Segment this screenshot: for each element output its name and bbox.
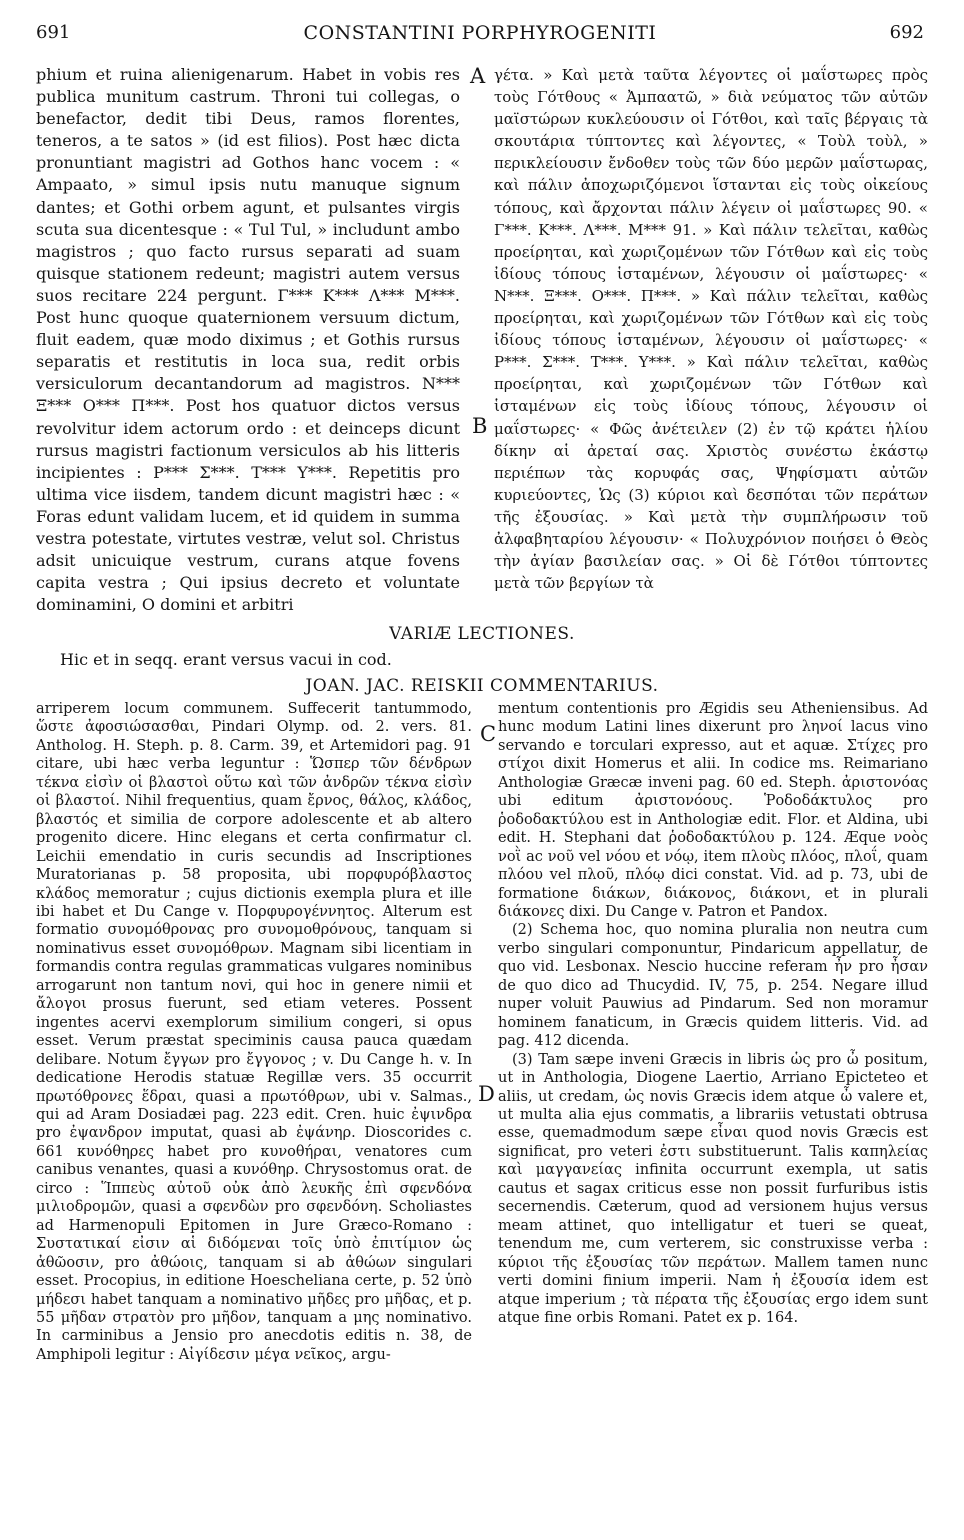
variae-lectiones-heading: VARIÆ LECTIONES. bbox=[389, 624, 575, 644]
margin-letter-c: C bbox=[480, 722, 497, 746]
page-number-left: 691 bbox=[36, 22, 71, 43]
commentary-right-text-2: (2) Schema hoc, quo nomina pluralia non neutra cum verbo singulari componuntur, Pindaricum appellatur, de quo vid. Lesbonax. Nescio huccine referam ἦν pro ἦσαν de quo dico ad Thucydid. IV, 75, p. 254. Negare illud nuper voluit Pauwius ad Pindarum. Sed non moramur hominem fanaticum, in Græcis quidem litteris. Vid. ad pag. 412 dicenda. bbox=[498, 922, 928, 1050]
page-header bbox=[36, 8, 924, 48]
margin-letter-a: A bbox=[470, 64, 486, 88]
commentary-right-text-3: (3) Tam sæpe inveni Græcis in libris ὡς pro ὦ positum, ut in Anthologia, Diogene Laertio, Arriano Epicteteo et aliis, ut credam, ὡς novis Græcis idem atque ὦ valere et, ut multa alia ejus commatis, a librariis vetustati obtrusa esse, quemadmodum sæpe εἶναι quod novis Græcis est significat, pro veteri ἐστι substituerunt. Talis καπηλείας καὶ μαγγανείας infinita occurrunt exempla, ut satis cautus et sagax criticus esse non possit furfuribus istis secernendis. Cæterum, quod ad versionem hujus versus meam attinet, quo intelligatur et tueri se queat, tenendum me, cum verterem, sic construxisse verba : κύριοι τῆς ἐξουσίας τῶν περάτων. Mallem tamen nunc verti domini finium imperii. Nam ἡ ἐξουσία idem est atque imperium ; τὰ πέρατα τῆς ἐξουσίας ergo idem sunt atque fine orbis Romani. Patet ex p. 164. bbox=[498, 1051, 928, 1326]
margin-letter-d: D bbox=[478, 1082, 495, 1106]
latin-translation-column bbox=[36, 64, 460, 616]
greek-text: γέτα. » Καὶ μετὰ ταῦτα λέγοντες οἱ μαΐστωρες πρὸς τοὺς Γότθους « Ἀμπαατῶ, » διὰ νεύματος τῶν αὐτῶν μαϊστώρων κυκλεύουσιν οἱ Γότθοι, καὶ ταῖς βέργαις τὰ σκουτάρια τύπτοντες καὶ λέγοντες, « Τοὺλ τοὺλ, » περικλείουσιν ἔνδοθεν τοὺς τῶν δύο μερῶν μαΐστωρας, καὶ πάλιν ἀποχωριζόμενοι ἵστανται εἰς τοὺς οἰκείους τόπους, καὶ ἄρχονται πάλιν λέγειν οἱ μαΐστωρες 90. « Γ***. Κ***. Λ***. Μ*** 91. » Καὶ πάλιν τελεῖται, καθὼς προείρηται, καὶ χωριζομένων τῶν Γότθων καὶ εἰς τοὺς ἰδίους τόπους ἱσταμένων, λέγουσιν οἱ μαΐστωρες· « Ν***. Ξ***. Ο***. Π***. » Καὶ πάλιν τελεῖται, καθὼς προείρηται, καὶ χωριζομένων τῶν Γότθων καὶ εἰς τοὺς ἰδίους τόπους ἱσταμένων, λέγουσιν οἱ μαΐστωρες· « Ρ***. Σ***. Τ***. Υ***. » Καὶ πάλιν τελεῖται, καθὼς προείρηται, καὶ χωριζομένων τῶν Γότθων καὶ ἱσταμένων εἰς τοὺς ἰδίους τόπους, λέγουσιν οἱ μαΐστωρες· « Φῶς ἀνέτειλεν (2) ἐν τῷ κράτει ἡλίου δίκην αἱ ἀρεταί σας. Χριστὸς συνέστω ἑκάστῳ περιέπων τὰς κορυφάς σας, Ψηφίσματι αὐτῶν κυριεύοντες, Ὡς (3) κύριοι καὶ δεσπόται τῶν περάτων τῆς ἐξουσίας. » Καὶ μετὰ τὴν συμπλήρωσιν τοῦ ἀλφαβηταρίου λέγουσιν· « Πολυχρόνιον ποιήσει ὁ Θεὸς τὴν ἁγίαν βασιλείαν σας. » Οἱ δὲ Γότθοι τύπτοντες μετὰ τῶν βεργίων τὰ bbox=[494, 66, 928, 593]
latin-text: phium et ruina alienigenarum. Habet in vobis res publica munitum castrum. Throni tui collegas, o benefactor, dedit tibi Deus, ramos florentes, teneros, a te satos » (id est filios). Post hæc dicta pronuntiant magistri ad Gothos hanc vocem : « Ampaato, » simul ipsis nutu manuque signum dantes; et Gothi orbem agunt, et pulsantes virgis scuta sua dicentesque : « Tul Tul, » includunt ambo magistros ; quo facto rursus separati ad suam quisque stationem redeunt; magistri autem versus suos recitare 224 pergunt. Γ*** Κ*** Λ*** Μ***. Post hunc quoque quaternionem versuum dictum, fluit eadem, quæ modo diximus ; et Gothis rursus separatis et restitutis in loca sua, redit orbis versiculorum decantandorum ad magistros. Ν*** Ξ*** Ο*** Π***. Post hos quatuor dictos versus revolvitur idem actorum ordo : et deinceps dicunt rursus magistri factionum versiculos ab his litteris incipientes : Ρ*** Σ***. Τ*** Υ***. Repetitis pro ultima vice iisdem, tandem dicunt magistri hæc : « Foras edunt validam lucem, et id quidem in summa vestra potestate, virtutes vestræ, velut sol. Christus adsit unicuique vestrum, curans atque fovens capita vestra ; Qui ipsius decreto et voluntate dominamini, O domini et arbitri bbox=[36, 65, 460, 615]
page-number-right: 692 bbox=[889, 22, 924, 43]
running-title: CONSTANTINI PORPHYROGENITI bbox=[303, 22, 657, 44]
commentary-heading: JOAN. JAC. REISKII COMMENTARIUS. bbox=[305, 676, 659, 696]
commentary-left-column bbox=[36, 700, 472, 1364]
variae-lectiones-note: Hic et in seqq. erant versus vacui in cod. bbox=[60, 650, 392, 669]
margin-letter-b: B bbox=[472, 414, 488, 438]
commentary-right-column bbox=[498, 700, 928, 1327]
greek-text-column bbox=[494, 64, 928, 594]
commentary-left-text: arriperem locum communem. Suffecerit tantummodo, ὥστε ἀφοσιώσασθαι, Pindari Olymp. od. 2. vers. 81. Antholog. H. Steph. p. 8. Carm. 39, et Artemidori pag. 91 citare, ubi hæc verba leguntur : Ὥσπερ τῶν δένδρων τέκνα εἰσὶν οἱ βλαστοὶ οὕτω καὶ τῶν ἀνδρῶν τέκνα εἰσὶν οἱ βλαστοί. Nihil frequentius, quam ἔρνος, θάλος, κλάδος, βλαστός et similia de corpore adolescente et ab altero progenito dicere. Hinc elegans et certa confirmatur cl. Leichii emendatio in curis secundis ad Inscriptiones Muratorianas p. 58 proposita, ubi πορφυρόβλαστος κλάδος memoratur ; cujus dictionis exempla plura et ille ibi habet et Du Cange v. Πορφυρογέννητος. Alterum est formatio συνομόθρονας pro συνομοθρόνους, tanquam si nominativus esset συνομόθρων. Magnam sibi licentiam in formandis contra regulas grammaticas vulgares nominibus arrogarunt non tantum novi, qui hoc in genere nimii et ἄλογοι prosus fuerunt, sed etiam veteres. Possent ingentes acervi exemplorum similium congeri, si opus esset. Verum præstat speciminis causa pauca quædam delibare. Notum ἔγγων pro ἔγγονος ; v. Du Cange h. v. In dedicatione Herodis statuæ Regillæ vers. 35 occurrit πρωτόθρονες ἕδραι, quasi a πρωτόθρων, ubi v. Salmas., qui ad Aram Dosiadæi pag. 223 edit. Cren. huic ἐψινδρα pro ἐψανδρον imputat, quasi ab ἐψάνηρ. Dioscorides c. 661 κυνόθηρες habet pro κυνοθήραι, venatores cum canibus venantes, quasi a κυνόθηρ. Chrysostomus orat. de circo : Ἵππεὺς αὐτοῦ οὐκ ἀπὸ λευκῆς ἐπὶ σφενδόνα μιλιοδρομῶν, quasi a σφενδὼν pro σφενδόνη. Scholiastes ad Harmenopuli Epitomen in Jure Græco-Romano : Συστατικαί εἰσιν αἱ διδόμεναι τοῖς ὑπὸ ἐπιτίμιον ὡς ἀθῶοσιν, pro ἀθώοις, tanquam si ab ἀθώων singulari esset. Procopius, in editione Hoescheliana certe, p. 52 ὑπὸ μήδεσι habet tanquam a nominativo μῆδες pro μῆδας, et p. 55 μῆδαν στρατὸν pro μῆδον, tanquam a μης nominativo. In carminibus a Jensio pro anecdotis editis n. 38, de Amphipoli legitur : Αἰγίδεσιν μέγα νεῖκος, argu- bbox=[36, 701, 472, 1363]
commentary-right-text-1: mentum contentionis pro Ægidis seu Atheniensibus. Ad hunc modum Latini lines dixerunt pro ληνοί lacus vino servando e torculari expresso, aut et aquæ. Στίχες pro στίχοι dixit Homerus et alii. In codice ms. Reimariano Anthologiæ Græcæ inveni pag. 60 ed. Steph. ἀριστονόας ubi editum ἀριστονόους. Ῥοδοδάκτυλος pro ῥοδοδακτύλου est in Anthologiæ edit. Flor. et Aldina, ubi edit. H. Stephani dat ῥοδοδακτύλου p. 124. Æque νοὸς νοῒ ac νοῦ vel νόου et νόῳ, item πλοὺς πλόος, πλοΐ, quam πλόου vel πλοῦ, πλόῳ dici constat. Vid. ad p. 73, ubi de formatione διάκων, διάκονος, διάκονι, et in plurali διάκονες dixi. Du Cange v. Patron et Pandox. bbox=[498, 701, 928, 920]
